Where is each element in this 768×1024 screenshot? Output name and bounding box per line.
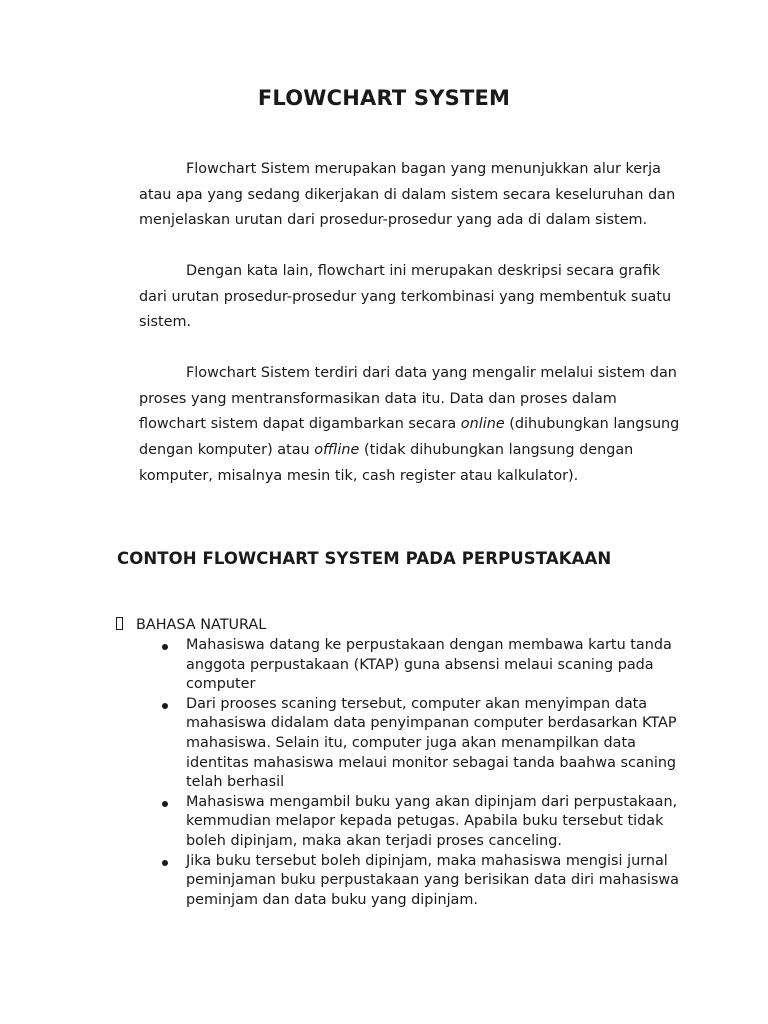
bullet-dot-icon	[162, 860, 168, 866]
list-item-text: Mahasiswa datang ke perpustakaan dengan membawa kartu tanda anggota perpustakaan (KTAP) guna absensi melaui scaning pada computer	[186, 637, 672, 693]
list-item	[162, 793, 682, 852]
section-heading: CONTOH FLOWCHART SYSTEM PADA PERPUSTAKAAN	[117, 549, 612, 568]
paragraph-definition: Flowchart Sistem merupakan bagan yang menunjukkan alur kerja atau apa yang sedang dikerjakan di dalam sistem secara keseluruhan dan menjelaskan urutan dari prosedur-prosedur yang ada di dalam sistem.	[139, 161, 676, 229]
paragraph-text: Flowchart Sistem terdiri dari data yang mengalir melalui sistem dan proses yang mentransformasikan data itu. Data dan proses dalam flowchart sistem dapat digambarkan secara	[139, 365, 677, 433]
paragraph-composition	[139, 361, 684, 490]
list-item	[162, 695, 682, 793]
subheading	[116, 617, 266, 633]
list-item	[162, 852, 682, 911]
list-item-text: Dari prooses scaning tersebut, computer akan menyimpan data mahasiswa didalam data penyimpanan computer berdasarkan KTAP mahasiswa. Selain itu, computer juga akan menampilkan data identitas mahasiswa melaui monitor sebagai tanda baahwa scaning telah berhasil	[186, 695, 677, 791]
bullet-dot-icon	[162, 703, 168, 709]
italic-term-offline: offline	[314, 442, 360, 459]
italic-term-online: online	[460, 416, 505, 433]
list-item-text: Jika buku tersebut boleh dipinjam, maka mahasiswa mengisi jurnal peminjaman buku perpustakaan yang berisikan data diri mahasiswa peminjam dan data buku yang dipinjam.	[186, 852, 679, 908]
list-item-text: Mahasiswa mengambil buku yang akan dipinjam dari perpustakaan, kemmudian melapor kepada petugas. Apabila buku tersebut tidak boleh dipinjam, maka akan terjadi proses canceling.	[186, 793, 678, 849]
bullet-list	[162, 636, 682, 910]
paragraph-other-words: Dengan kata lain, flowchart ini merupakan deskripsi secara grafik dari urutan prosedur-prosedur yang terkombinasi yang membentuk suatu sistem.	[139, 263, 672, 331]
list-item	[162, 636, 682, 695]
page-title: FLOWCHART SYSTEM	[257, 86, 511, 110]
bullet-dot-icon	[162, 644, 168, 650]
bullet-dot-icon	[162, 801, 168, 807]
paragraph-text: (tidak dihubungkan langsung dengan komputer, misalnya mesin tik, cash register atau kalkulator).	[139, 442, 634, 484]
subheading-label: BAHASA NATURAL	[136, 617, 267, 633]
square-bullet-icon	[116, 617, 123, 630]
paragraph-text: (dihubungkan langsung dengan komputer) atau	[139, 416, 680, 459]
